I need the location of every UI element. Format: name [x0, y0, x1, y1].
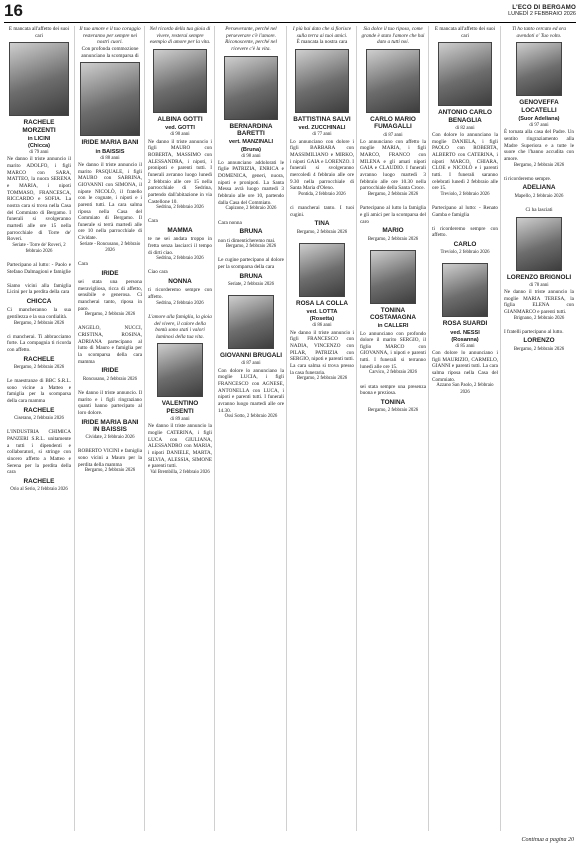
- page-column: [74, 26, 145, 831]
- notice-text: Ne danno il triste annuncio il marito PASQUALE, i figli MAURO con SABRINA, GIOVANNI con SIMONA, il nipote NICOLÒ, il fratello con le cognate, i nipoti e i parenti tutti. La cara salma riposa nella Casa del Commiato di Bergamo. Il funerale si terrà martedì alle ore 10 nella parrocchiale di Cividate.: [78, 161, 142, 242]
- obituary-notice: [4, 283, 74, 327]
- obituary-notice: [357, 26, 429, 198]
- place-date: Bergamo, 2 febbraio 2026: [367, 192, 419, 198]
- memorial-quote: Nel ricordo della tua gioia di vivere, resterai sempre esempio di amore per la vita.: [149, 26, 211, 46]
- obituary-notice: [75, 390, 145, 441]
- notice-text: È tornata alla casa del Padre. Un sentito ringraziamento alla Madre Superiora e a tutte le suore che l'hanno accudita con amore.: [504, 129, 574, 162]
- obituary-notice: [429, 205, 501, 218]
- age: di 88 anni: [100, 155, 120, 161]
- notice-text: Ne danno il triste annuncio la moglie CATERINA, i figli LUCA con GIULIANA, ALESSANDRO con MARIA, i nipoti DANIELE, MARTA, SILVIA, ALESSIA, SIMONE e parenti tutti.: [148, 423, 212, 470]
- deceased-name: IRIDE MARIA BANI IN BAISSIS: [81, 418, 139, 433]
- age: di 77 anni: [312, 132, 332, 138]
- notice-text: Partecipano al lutto la famiglia e gli amici per la scomparsa del caro: [360, 205, 426, 225]
- name-detail: (Suor Adeliana): [518, 116, 560, 123]
- notice-text: Lo annunciano con affetto la moglie MARIA, i figli MARCO, FRANCO con MILENA e gli amati nipoti GAIA e CLAUDIO. I funerali avranno luogo martedì 3 febbraio alle ore 10.30 nella parrocchiale della Santa Croce.: [360, 138, 426, 192]
- memorial-quote: Il tuo amore e il tuo coraggio resteranno per sempre nei nostri cuori.: [79, 26, 141, 46]
- portrait-photo: [153, 49, 207, 113]
- place-date: Ossi Sotto, 2 febbraio 2026: [224, 414, 278, 420]
- page-column: [4, 26, 74, 831]
- age: di 86 anni: [312, 323, 332, 329]
- obituary-notice: [287, 26, 357, 198]
- notice-text: Ciao cara: [148, 269, 168, 276]
- place-date: Azzano San Paolo, 2 febbraio 2026: [436, 383, 494, 395]
- age: di 97 anni: [529, 123, 549, 129]
- name-detail: ved. ZUCCHINALI: [298, 125, 346, 132]
- place-date: Bergamo, 2 febbraio 2026: [296, 229, 348, 235]
- deceased-name: VALENTINO PESENTI: [161, 400, 199, 415]
- place-date: Carvico, 2 febbraio 2026: [369, 370, 417, 376]
- notice-text: te ne sei andata troppo in fretta senza lasciarci il tempo di dirti ciao.: [148, 236, 212, 256]
- place-date: Bergamo, 2 febbraio 2026: [13, 365, 65, 370]
- notice-text: sei stata sempre una presenza buona e preziosa.: [360, 383, 426, 397]
- place-date: Seriate - Roncusano, 2 febbraio 2026: [79, 241, 141, 253]
- obituary-notice: [75, 325, 145, 382]
- nickname: (Rosanna): [451, 336, 479, 343]
- obituary-notice: [4, 378, 74, 422]
- place-date: Bergamo, 2 febbraio 2026: [296, 376, 348, 382]
- deceased-name: ROSA LA COLLA: [295, 299, 349, 307]
- portrait-photo: [442, 263, 488, 317]
- deceased-name: IRIDE: [101, 367, 119, 375]
- deceased-name: TONINA COSTAMAGNA: [369, 306, 417, 321]
- place-date: Sedrina, 2 febbraio 2026: [156, 256, 204, 262]
- deceased-name: CARLO MARIO FUMAGALLI: [370, 115, 416, 131]
- nickname: (Chicca): [27, 143, 51, 150]
- obituary-notice: [75, 261, 145, 318]
- deceased-name: RACHELE: [23, 355, 55, 363]
- notice-text: Lo annunciano con profondo dolore il marito SERGIO, il figlio MARCO con GIOVANNA, i nipoti e parenti tutti. I funerali si terranno lunedì alle ore 15.: [360, 330, 426, 370]
- deceased-name: ALBINA GOTTI: [157, 115, 203, 123]
- age: di 89 anni: [170, 417, 190, 423]
- memorial-quote: Sia dolce il tuo riposo, come grande è stato l'amore che hai dato a tutti noi.: [361, 26, 425, 46]
- age: di 85 anni: [455, 343, 475, 349]
- notice-text: ti ricorderemo sempre con affetto.: [432, 225, 498, 239]
- deceased-name: NONNA: [168, 278, 192, 286]
- place-date: Val Brembilla, 2 febbraio 2026: [150, 469, 210, 475]
- obituary-notice: [145, 218, 215, 262]
- obituary-notice: [4, 429, 74, 493]
- deceased-name: ROSA SUARDI: [442, 320, 488, 328]
- place-date: Bergamo, 2 febbraio 2026: [513, 162, 565, 168]
- place-date: Bergamo, 2 febbraio 2026: [225, 244, 277, 250]
- portrait-photo: [438, 42, 492, 106]
- place-date: Treviolo, 2 febbraio 2026: [440, 192, 490, 198]
- obituary-notice: [357, 250, 429, 377]
- obituary-notice: [357, 205, 429, 242]
- memorial-quote: Perseverante, perché nel perseverare c'è l'amore. Riconoscente, perché nel ricevere c'è la vita.: [225, 26, 277, 52]
- deceased-name: MAMMA: [167, 226, 193, 234]
- name-detail: in CALLERI: [377, 323, 409, 330]
- deceased-name: GENOVEFFA LOCATELLI: [519, 99, 559, 114]
- place-date: Bergamo, 2 febbraio 2026: [367, 236, 419, 242]
- portrait-photo: [295, 49, 349, 113]
- age: di 82 anni: [455, 126, 475, 132]
- place-date: Roncusano, 2 febbraio 2026: [82, 376, 138, 382]
- place-date: Treviolo, 2 febbraio 2026: [440, 250, 490, 256]
- name-detail: ved. LOTTA: [306, 309, 338, 316]
- name-detail: in LICINI: [27, 136, 51, 143]
- notice-intro: È mancata all'affetto dei suoi cari: [8, 26, 70, 39]
- page-column: [500, 26, 577, 831]
- portrait-photo: [9, 42, 69, 116]
- deceased-name: GIOVANNI BRUGALI: [219, 352, 282, 360]
- name-detail: vert. MANZINALI: [228, 139, 274, 146]
- notice-text: Partecipano al lutto: - Renato Gamba e famiglia: [432, 205, 498, 218]
- deceased-name: RACHELE: [23, 477, 55, 485]
- notice-text: Cara: [78, 261, 88, 268]
- notice-text: Ci mancheranno la sua gentilezza e la sua cordialità.: [7, 307, 71, 320]
- portrait-photo: [370, 250, 416, 304]
- place-date: Sedrina, 2 febbraio 2026: [156, 205, 204, 211]
- notice-text: Con dolore lo annunciano i figli MAURIZIO, CARMELO, GIANNI e parenti tutti. La cara salma riposa nella Casa del Commiato.: [432, 350, 498, 383]
- place-date: Capizone, 2 febbraio 2026: [225, 206, 277, 212]
- obituary-notice: [429, 226, 501, 257]
- deceased-name: LORENZO: [523, 337, 555, 345]
- masthead: [508, 4, 576, 17]
- notice-text: I fratelli partecipano al lutto.: [504, 328, 564, 335]
- newspaper-name: L'ECO DI BERGAMO: [512, 4, 576, 11]
- notice-intro: Ci ha lasciati: [525, 206, 553, 213]
- deceased-name: BERNARDINA BARETTI: [229, 122, 273, 137]
- notice-text: ti ricorderemo sempre.: [504, 175, 552, 182]
- deceased-name: RACHELE MORZENTI: [22, 119, 56, 134]
- portrait-photo: [157, 343, 203, 397]
- notice-text: Cara nonna: [218, 219, 242, 226]
- obituary-notice: [287, 205, 357, 236]
- age: di 79 anni: [29, 150, 49, 156]
- obituary-notice: [287, 243, 357, 383]
- deceased-name: MARIO: [382, 227, 404, 235]
- deceased-name: RACHELE: [23, 406, 55, 414]
- obituary-notice: [215, 26, 287, 213]
- page-number: 16: [4, 1, 23, 20]
- issue-date: LUNEDÌ 2 FEBBRAIO 2026: [508, 11, 576, 18]
- deceased-name: IRIDE MARIA BANI: [81, 139, 139, 147]
- obituary-notice: [215, 220, 287, 251]
- page-column: [356, 26, 429, 831]
- notice-intro: È mancata all'affetto dei suoi cari: [434, 26, 496, 39]
- place-date: Pontida, 2 febbraio 2026: [298, 191, 346, 197]
- age: di 87 anni: [383, 132, 403, 138]
- memorial-quote: Ti ho tanto cercato ed ora avendoti o' Tuo volto.: [512, 26, 566, 39]
- notice-text: Con dolore lo annunciano la moglie LUCIA, i figli FRANCESCO con AGNESE, ANTONELLA con LUCA, i nipoti e parenti tutti. I funerali avranno luogo martedì alle ore 14.30.: [218, 367, 284, 414]
- portrait-photo: [516, 217, 562, 271]
- deceased-name: CARLO: [453, 240, 477, 248]
- place-date: Seriate - Torre de' Roveri, 2 febbraio 2026: [12, 243, 66, 255]
- nickname: (Rosetta): [309, 316, 335, 323]
- obituary-notice: [357, 384, 429, 415]
- place-date: Orio al Serio, 2 febbraio 2026: [10, 487, 68, 493]
- notice-text: Le maestranze di BBC S.R.L. sono vicine a Matteo e famiglia per la scomparsa della cara mamma: [7, 378, 71, 405]
- place-date: Bergamo, 2 febbraio 2026: [84, 312, 136, 318]
- memorial-quote: L'amore alla famiglia, la gioia del vivere, il calore della bontà sono stati i valori luminosi della tua vita.: [148, 313, 212, 340]
- continue-note: Continua a pagina 20: [521, 837, 574, 843]
- deceased-name: ADELIANA: [522, 184, 556, 192]
- obituary-notice: [215, 295, 287, 420]
- notice-text: Ne danno il triste annuncio la moglie MARIA TERESA, la figlia ELENA con GIANMARCO e parenti tutti.: [504, 289, 574, 315]
- place-date: Cividate, 2 febbraio 2026: [85, 435, 135, 441]
- place-date: Sedrina, 2 febbraio 2026: [156, 300, 204, 306]
- notice-text: ti ricorderemo sempre con affetto.: [148, 287, 212, 301]
- portrait-photo: [228, 295, 274, 349]
- notice-text: non ti dimenticheremo mai.: [218, 237, 276, 244]
- notice-text: Cara: [148, 218, 158, 225]
- obituary-notice: [145, 269, 215, 306]
- portrait-photo: [366, 49, 420, 113]
- obituary-notice: [4, 334, 74, 371]
- notice-intro: Con profonda commozione annunciano la scomparsa di: [81, 45, 139, 59]
- obituary-notice: [145, 314, 215, 476]
- age: di 90 anni: [170, 132, 190, 138]
- obituary-notice: [501, 329, 577, 353]
- portrait-photo: [516, 42, 562, 96]
- page-column: [286, 26, 357, 831]
- page-header: [4, 1, 576, 23]
- obituary-notice: [4, 26, 74, 255]
- obituary-notice: [501, 26, 577, 169]
- obituary-notice: [429, 26, 501, 198]
- deceased-name: TONINA: [380, 398, 406, 406]
- notice-text: Ne danno il triste annuncio i figli FRANCESCO con NADIA, VINCENZO con PILAR, PATRIZIA con SERGIO, nipoti e parenti tutti. La cara salma si trova presso la casa funeraria.: [290, 329, 354, 376]
- obituary-notice: [501, 176, 577, 200]
- place-date: Brignano, 2 febbraio 2026: [513, 315, 565, 321]
- place-date: Ciserano, 2 febbraio 2026: [14, 416, 64, 422]
- obituary-notice: [501, 207, 577, 322]
- age: di 98 anni: [241, 153, 261, 159]
- deceased-name: IRIDE: [101, 269, 119, 277]
- notice-text: Lo annunciano addolorati le figlie PATRIZIA, ENRICA e DOMENICA, generi, nuora, nipoti e pronipoti. La Santa Messa avrà luogo martedì 3 febbraio alle ore 10, partendo dalla Casa del Commiato.: [218, 159, 284, 206]
- portrait-photo: [224, 56, 278, 120]
- notice-text: Ne danno il triste annuncio. Il marito e i figli ringraziano quanti hanno partecipato al loro dolore.: [78, 389, 142, 416]
- age: di 87 anni: [241, 361, 261, 367]
- notice-text: ci mancherai tanto. I tuoi cugini.: [290, 204, 354, 218]
- notice-text: Partecipano al lutto: - Paolo e Stefano Dalmagioni e famiglie: [7, 262, 71, 275]
- place-date: Bergamo, 2 febbraio 2026: [84, 468, 136, 474]
- page-column: [144, 26, 215, 831]
- notice-intro: È mancata la nostra cara: [296, 39, 348, 46]
- memorial-quote: I più hai dato che si fiorisce sulla terra ai tuoi amici.: [292, 26, 352, 39]
- portrait-photo: [299, 243, 345, 297]
- place-date: Bergamo, 2 febbraio 2026: [13, 320, 65, 326]
- notice-text: Con dolore lo annunciano la moglie DANIELA, i figli PAOLO con ROBERTA, ALBERTO con CATERINA, i nipoti MARCO, CHIARA, CLOE e NICOLÒ e i parenti tutti. I funerali saranno celebrati lunedì 2 febbraio alle ore 15.: [432, 132, 498, 192]
- notice-text: Le cugine partecipano al dolore per la scomparsa della cara: [218, 257, 284, 270]
- place-date: Bergamo, 2 febbraio 2026: [367, 408, 419, 414]
- notice-text: Ne danno il triste annuncio il marito ADOLFO, i figli MARCO con SARA, MATTEO, la nuora SERENA e MARIA, i nipoti TOMMASO, FRANCESCA, RICCARDO e SOFIA. La nostra cara si trova nella Casa del Commiato di Bergamo. I funerali si svolgeranno martedì alle ore 15 nella parrocchiale di Torre de' Roveri.: [7, 156, 71, 243]
- obituary-notice: [75, 26, 145, 254]
- deceased-name: CHICCA: [26, 297, 52, 305]
- name-detail: in BAISSIS: [95, 148, 125, 155]
- place-date: Seriate, 2 febbraio 2026: [227, 281, 275, 287]
- nickname: (Bruna): [241, 146, 261, 153]
- notice-text: ci mancherai. Ti abbracciamo forte. La compagnia ti ricorda con affetto.: [7, 333, 71, 353]
- page-column: [428, 26, 501, 831]
- notice-text: sei stata una persona meravigliosa, ricca di affetto, sensibile e generosa. Ci mancherai tanto, riposa in pace.: [78, 279, 142, 312]
- deceased-name: LORENZO BRIGNOLI: [506, 273, 572, 281]
- age: di 78 anni: [529, 282, 549, 288]
- obituary-notice: [4, 262, 74, 275]
- name-detail: ved. NESSI: [450, 329, 480, 336]
- obituary-notice: [145, 26, 215, 211]
- obituary-notice: [429, 263, 501, 395]
- place-date: Bergamo, 2 febbraio 2026: [513, 346, 565, 352]
- notice-text: L'INDUSTRIA CHIMICA PANZERI S.R.L. unitamente a tutti i dipendenti e collaboratori, si stringe con sincero affetto a Matteo e Serena per la perdita della cara: [7, 429, 71, 476]
- name-detail: ved. GOTTI: [165, 125, 195, 132]
- notice-text: Siamo vicini alla famiglia Licini per la perdita della cara: [7, 282, 71, 296]
- deceased-name: ANTONIO CARLO BENAGLIA: [438, 109, 492, 124]
- page-column: [214, 26, 287, 831]
- notice-text: Lo annunciano con dolore i figli BARBARA con MASSIMILIANO e MIRKO, i nipoti GAIA e LORENZO. I funerali si svolgeranno mercoledì 4 febbraio alle ore 9.30 nella parrocchiale di Santa Maria d'Oleno.: [290, 138, 354, 192]
- obituary-notice: [75, 448, 145, 474]
- deceased-name: TINA: [314, 220, 330, 228]
- deceased-name: BATTISTINA SALVI: [293, 115, 351, 123]
- portrait-photo: [80, 62, 140, 136]
- notice-text: Ne danno il triste annuncio i figli MAURO con ROBERTA, MASSIMO con ALESSANDRA, i nipoti, i pronipoti e parenti tutti. I funerali avranno luogo lunedì 2 febbraio alle ore 15 nella parrocchiale di Sedrina, partendo dall'abitazione in via Castellone 10.: [148, 138, 212, 205]
- deceased-name: BRUNA: [239, 272, 263, 280]
- notice-text: ANGELO, NUCCI, CRISTINA, ROSINA, ADRIANA partecipano al lutto di Mauro e famiglia per la scomparsa della cara mamma: [78, 325, 142, 365]
- deceased-name: BRUNA: [239, 228, 263, 236]
- place-date: Mapello, 2 febbraio 2026: [514, 193, 564, 199]
- notice-text: ROBERTO VICINI e famiglia sono vicini a Mauro per la perdita della mamma: [78, 448, 142, 468]
- obituary-notice: [215, 257, 287, 288]
